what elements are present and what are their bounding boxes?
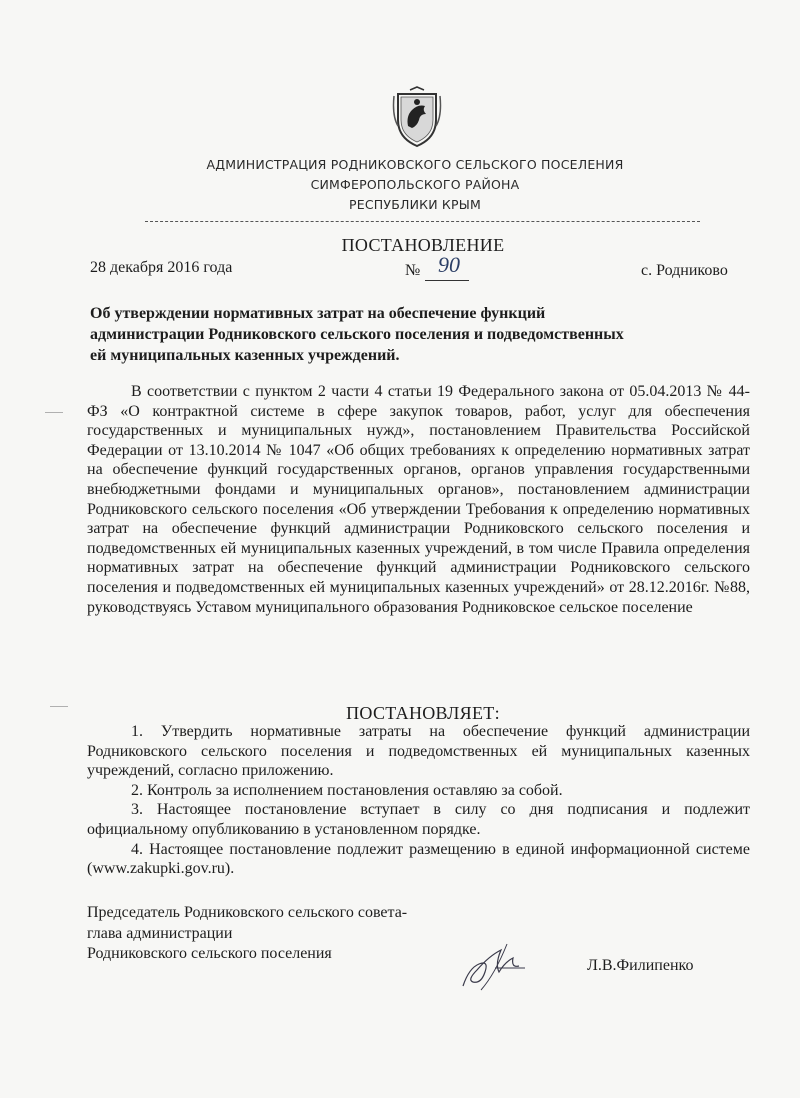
scan-mark (50, 706, 68, 707)
decree-heading: ПОСТАНОВЛЯЕТ: (346, 703, 500, 723)
handwritten-signature (455, 938, 535, 994)
decree-item: 1. Утвердить нормативные затраты на обеспечение функций администрации Родниковского сельского поселения и подведомственных ей муниципальных казенных учреждений, согласно приложению. (87, 723, 750, 780)
signer-name: Л.В.Филипенко (587, 957, 694, 974)
signatory-position (87, 903, 407, 965)
decree-items (87, 722, 750, 879)
document-number-label: № (405, 262, 421, 279)
document-number: 90 (438, 252, 460, 277)
document-subject: Об утверждении нормативных затрат на обеспечение функций администрации Родниковского сельского поселения и подведомственных ей муниципальных казенных учреждений. (90, 305, 624, 364)
header-district: СИМФЕРОПОЛЬСКОГО РАЙОНА (310, 177, 520, 192)
decree-item: 2. Контроль за исполнением постановления оставляю за собой. (131, 781, 563, 799)
decree-item: 4. Настоящее постановление подлежит размещению в единой информационной системе (www.zakupki.gov.ru). (87, 840, 750, 878)
decree-item: 3. Настоящее постановление вступает в силу со дня подписания и подлежит официальному опубликованию в установленном порядке. (87, 801, 750, 838)
document-place: с. Родниково (641, 262, 728, 279)
document-title: ПОСТАНОВЛЕНИЕ (341, 235, 505, 255)
document-preamble: В соответствии с пунктом 2 части 4 статьи 19 Федерального закона от 05.04.2013 № 44-ФЗ «О контрактной системе в сфере закупок товаров, работ, услуг для обеспечения государственных и муниципальных нужд», постановлением Правительства Российской Федерации от 13.10.2014 № 1047 «Об общих требованиях к определению нормативных затрат на обеспечение функций государственных органов, органов управления государственными внебюджетными фондами и муниципальных органов», постановлением администрации Родниковского сельского поселения «Об утверждении Требования к определению нормативных затрат на обеспечение функций администрации Родниковского сельского поселения и подведомственных ей муниципальных казенных учреждений, в том числе Правила определения нормативных затрат на обеспечение функций администрации Родниковского сельского поселения и подведомственных ей муниципальных казенных учреждений» от 28.12.2016г. №88, руководствуясь Уставом муниципального образования Родниковское сельское поселение (87, 383, 750, 616)
document-date: 28 декабря 2016 года (90, 259, 233, 276)
coat-of-arms-icon (392, 86, 442, 148)
signatory-position-line: Родниковского сельского поселения (87, 945, 332, 962)
signatory-position-line: глава администрации (87, 924, 233, 942)
header-organization: АДМИНИСТРАЦИЯ РОДНИКОВСКОГО СЕЛЬСКОГО ПОСЕЛЕНИЯ (206, 157, 624, 172)
scan-mark (45, 412, 63, 413)
header-republic: РЕСПУБЛИКИ КРЫМ (349, 197, 481, 212)
signatory-position-line: Председатель Родниковского сельского совета- (87, 904, 408, 921)
header-divider (145, 221, 700, 222)
document-number-underline (425, 280, 469, 281)
